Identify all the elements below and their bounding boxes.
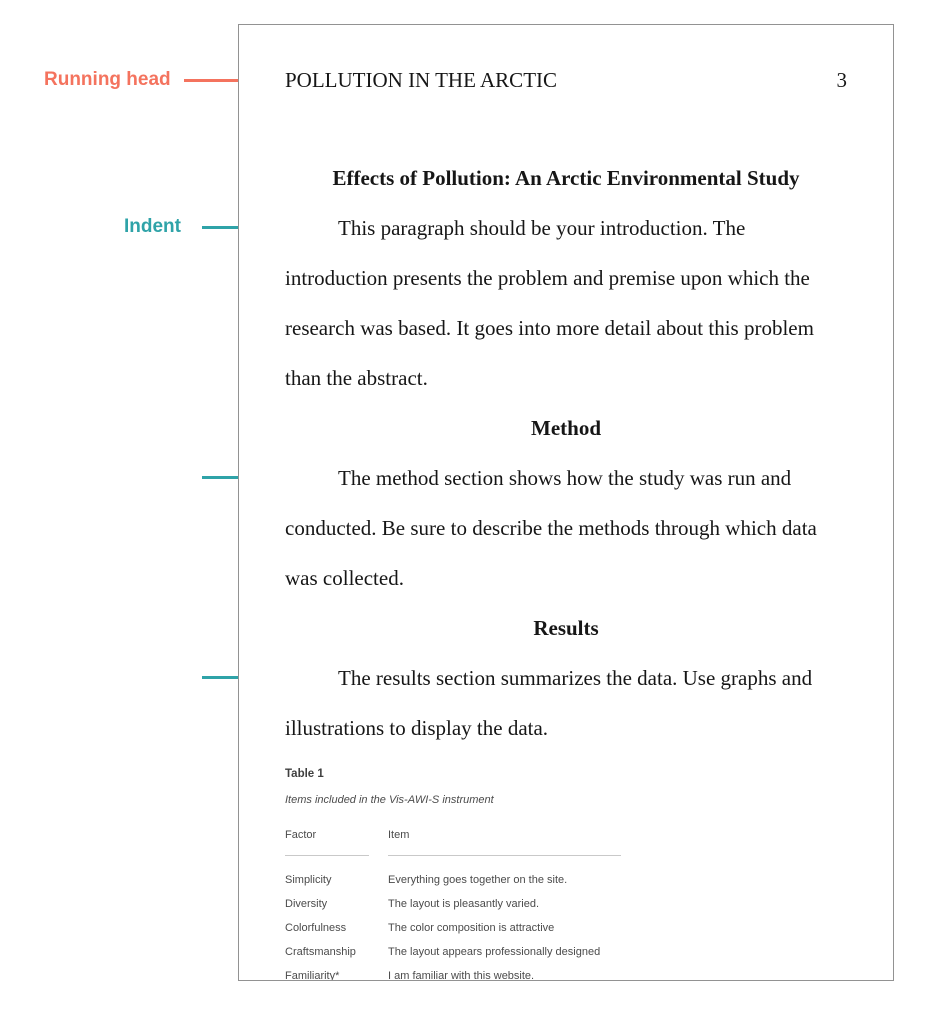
cell-factor: Simplicity [285, 874, 332, 886]
cell-item: The layout appears professionally designed [388, 946, 601, 958]
table-row [285, 944, 847, 960]
indent-annotation-label: Indent [124, 216, 181, 237]
cell-item: Everything goes together on the site. [388, 874, 568, 886]
table-rule [285, 855, 847, 856]
paper-title: Effects of Pollution: An Arctic Environmental Study [332, 166, 800, 190]
document-page [238, 24, 894, 981]
method-heading: Method [531, 416, 601, 440]
cell-item: The layout is pleasantly varied. [388, 898, 540, 910]
page-header [285, 69, 847, 91]
table-row [285, 872, 847, 888]
paragraph-line: This paragraph should be your introduction. The [338, 216, 746, 240]
paragraph-line: research was based. It goes into more detail about this problem [285, 316, 814, 340]
cell-factor: Colorfulness [285, 922, 347, 934]
cell-factor: Diversity [285, 898, 328, 910]
running-head-text: POLLUTION IN THE ARCTIC [285, 68, 558, 92]
running-head-annotation-label: Running head [44, 69, 171, 90]
paragraph-line: introduction presents the problem and premise upon which the [285, 266, 810, 290]
results-heading: Results [533, 616, 599, 640]
paragraph-line: was collected. [285, 566, 404, 590]
table-caption: Items included in the Vis-AWI-S instrument [285, 794, 494, 806]
method-paragraph [285, 453, 847, 603]
document-body [285, 153, 847, 981]
table-row [285, 968, 847, 981]
paragraph-line: The results section summarizes the data. Use graphs and [338, 666, 813, 690]
cell-factor: Familiarity* [285, 970, 340, 981]
table-row [285, 896, 847, 912]
table-header-row [285, 827, 847, 843]
paragraph-line: than the abstract. [285, 366, 428, 390]
table-body [285, 872, 847, 981]
paragraph-line: illustrations to display the data. [285, 716, 549, 740]
cell-item: The color composition is attractive [388, 922, 555, 934]
intro-paragraph [285, 203, 847, 403]
column-header-factor: Factor [285, 829, 317, 841]
cell-item: I am familiar with this website. [388, 970, 535, 981]
column-header-item: Item [388, 829, 410, 841]
table-row [285, 920, 847, 936]
results-paragraph [285, 653, 847, 753]
rule-factor [285, 855, 369, 856]
rule-item [388, 855, 621, 856]
paragraph-line: conducted. Be sure to describe the methods through which data [285, 516, 817, 540]
paragraph-line: The method section shows how the study was run and [338, 466, 792, 490]
page-number: 3 [836, 68, 847, 92]
results-table [285, 765, 847, 981]
cell-factor: Craftsmanship [285, 946, 356, 958]
table-label: Table 1 [285, 768, 324, 780]
